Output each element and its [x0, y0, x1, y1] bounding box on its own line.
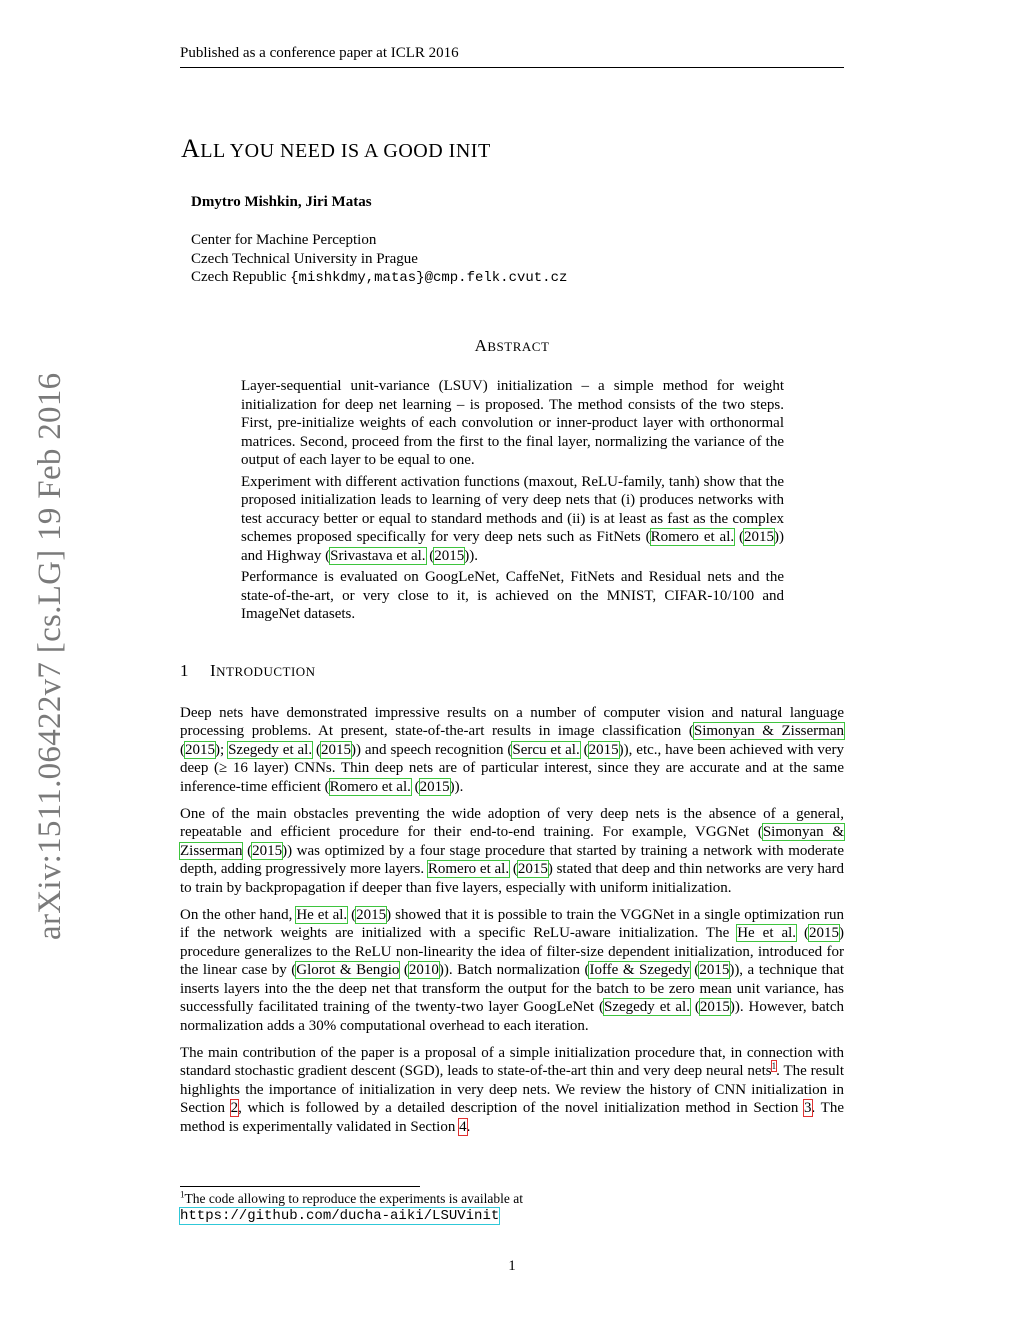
citation-link[interactable]: Szegedy et al. — [603, 999, 690, 1016]
text: . — [466, 1118, 471, 1135]
citation-year-link[interactable]: 2015 — [321, 741, 351, 758]
intro-paragraph-1: Deep nets have demonstrated impressive results on a number of computer vision and natural language processing problems. At present, state-of-the-art results in image classification (Simonyan & Zisserman (2015); Szegedy et al. (2015)) and speech recognition (Sercu et al. (2015)), etc., have been achieved with very deep (≥ 16 layer) CNNs. Thin deep nets are of particular interest, since they are accurate and at the same inference-time efficient (Romero et al. (2015)). — [180, 705, 845, 795]
citation-link[interactable]: Romero et al. — [427, 861, 510, 878]
text: One of the main obstacles preventing the wide adoption of very deep nets is the absence of a general, repeatable and efficient procedure for their end-to-end training. For example, VGGNet ( — [180, 806, 844, 841]
citation-link[interactable]: Srivastava et al. — [330, 547, 426, 564]
footnote-text: The code allowing to reproduce the experiments is available at — [184, 1191, 523, 1206]
affiliation-line-1: Center for Machine Perception — [191, 232, 377, 248]
text: . The result highlights the importance of initialization in very deep nets. We review the history of CNN initialization in Section — [180, 1063, 844, 1117]
affiliation-country: Czech Republic — [191, 269, 291, 285]
citation-year-link[interactable]: 2015 — [699, 962, 730, 979]
page-number: 1 — [508, 1258, 516, 1274]
section-title-rest: NTRODUCTION — [216, 664, 316, 679]
intro-paragraph-3: On the other hand, He et al. (2015) showed that it is possible to train the VGGNet in a single optimization run if the network weights are initialized with a specific ReLU-aware initialization. The He et al. (2015) procedure generalizes to the ReLU non-linearity the idea of filter-size dependent initialization, introduced for the linear case by (Glorot & Bengio (2010)). Batch normalization (Ioffe & Szegedy (2015)), a technique that inserts layers into the the deep net that transform the output for the batch to be zero mean unit variance, has successfully facilitated training of the twenty-two layer GoogLeNet (Szegedy et al. (2015)). However, batch normalization adds a 30% computational overhead to each iteration. — [180, 907, 845, 1034]
abstract-heading-first: A — [474, 336, 488, 355]
citation-link[interactable]: Ioffe & Szegedy — [589, 962, 690, 979]
citation-link[interactable]: Simonyan & Zisserman — [693, 723, 844, 740]
footnote-divider — [180, 1186, 420, 1187]
footnote-mark: 1 — [180, 1189, 185, 1200]
citation-link[interactable]: He et al. — [296, 907, 348, 924]
section-link[interactable]: 3 — [804, 1100, 812, 1117]
text: ; — [220, 741, 229, 758]
text: On the other hand, — [180, 907, 297, 924]
citation-link[interactable]: He et al. — [737, 925, 797, 942]
section-number: 1 — [180, 661, 189, 680]
citation-year-link[interactable]: 2015 — [434, 547, 465, 564]
text: Deep nets have demonstrated impressive results on a number of computer vision and natural language processing problems. At present, state-of-the-art results in image classification ( — [180, 705, 844, 740]
paper-title — [181, 134, 491, 164]
text: The main contribution of the paper is a proposal of a simple initialization procedure that, in connection with standard stochastic gradient descent (SGD), leads to state-of-the-art thin and very deep neural nets — [180, 1044, 844, 1080]
running-header: Published as a conference paper at ICLR 2016 — [180, 44, 844, 68]
abstract-p2-text-b: ) and Highway ( — [241, 529, 785, 564]
affiliation-line-3 — [191, 268, 567, 288]
citation-link[interactable]: Szegedy et al. — [228, 741, 313, 758]
title-first-letter: A — [181, 134, 201, 163]
text: ). Batch normalization ( — [443, 962, 590, 979]
citation-year-link[interactable]: 2015 — [744, 529, 775, 545]
text: ). — [454, 778, 464, 795]
citation-link[interactable]: Romero et al. — [650, 529, 735, 545]
abstract-paragraph-3: Performance is evaluated on GoogLeNet, CaffeNet, FitNets and Residual nets and the state-of-the-art, or very close to it, is achieved on the MNIST, CIFAR-10/100 and ImageNet datasets. — [241, 569, 784, 622]
abstract-body — [241, 377, 784, 627]
intro-paragraph-4 — [180, 1044, 844, 1136]
citation-year-link[interactable]: 2015 — [809, 925, 840, 942]
affiliation — [191, 231, 567, 288]
footnote-text-line — [180, 1191, 844, 1207]
citation-link[interactable]: Simonyan & Zisserman — [180, 824, 844, 859]
text: stated that deep and thin networks are very hard to train by backpropagation if deeper than five layers, especially with uniform initialization. — [180, 861, 844, 896]
arxiv-stamp: arXiv:1511.06422v7 [cs.LG] 19 Feb 2016 — [32, 372, 68, 940]
intro-paragraph-2: One of the main obstacles preventing the wide adoption of very deep nets is the absence of a general, repeatable and efficient procedure for their end-to-end training. For example, VGGNet (Simonyan & Zisserman (2015)) was optimized by a four stage procedure that started by training a network with moderate depth, adding progressively more layers. Romero et al. (2015) stated that deep and thin networks are very hard to train by backpropagation if deeper than five layers, especially with uniform initialization. — [180, 806, 845, 896]
text: procedure generalizes to the ReLU non-linearity the idea of filter-size dependent initialization, introduced for the linear case by ( — [180, 943, 844, 979]
abstract-paragraph-1: Layer-sequential unit-variance (LSUV) initialization – a simple method for weight initialization for deep net learning – is proposed. The method consists of the two steps. First, pre-initialize weights of each convolution or inner-product layer with orthonormal matrices. Second, proceed from the first to the final layer, normalizing the variance of the output of each layer to be equal to one. — [241, 378, 784, 468]
authors: Dmytro Mishkin, Jiri Matas — [191, 194, 372, 210]
text: ) was optimized by a four stage procedure that started by training a network with moderate depth, adding progressively more layers. — [180, 842, 845, 878]
text: showed that it is possible to train the VGGNet in a single optimization run if the network weights are initialized with a specific ReLU-aware initialization. The — [180, 907, 845, 942]
section-heading-introduction — [180, 661, 316, 681]
abstract-heading — [0, 336, 1024, 356]
code-url-link[interactable]: https://github.com/ducha-aiki/LSUVinit — [180, 1208, 500, 1224]
citation-year-link[interactable]: 2010 — [408, 962, 439, 979]
citation-year-link[interactable]: 2015 — [185, 741, 215, 758]
citation-link[interactable]: Glorot & Bengio — [296, 962, 400, 979]
footnote-link[interactable]: 1 — [771, 1061, 777, 1072]
citation-year-link[interactable]: 2015 — [517, 861, 548, 878]
title-rest: LL YOU NEED IS A GOOD INIT — [200, 140, 491, 162]
citation-year-link[interactable]: 2015 — [588, 741, 619, 758]
text: ) and speech recognition ( — [356, 741, 513, 758]
section-link[interactable]: 4 — [459, 1118, 467, 1135]
citation-year-link[interactable]: 2015 — [252, 842, 283, 859]
text: , which is followed by a detailed description of the novel initialization method in Section — [238, 1100, 805, 1117]
abstract-paragraph-2: Experiment with different activation functions (maxout, ReLU-family, tanh) show that the proposed initialization leads to learning of very deep nets that (i) produces networks with test accuracy better or equal to standard methods and (ii) is at least as fast as the complex schemes proposed specifically for very deep nets such as FitNets (Romero et al. (2015)) and Highway (Srivastava et al. (2015)). — [241, 473, 785, 564]
introduction-body — [180, 704, 844, 1145]
abstract-p2-text-c: ). — [469, 547, 479, 564]
citation-link[interactable]: Romero et al. — [329, 778, 411, 795]
text: ), a technique that inserts layers into the the deep net that transform the output for the batch to be zero mean unit variance, has successfully facilitated training of the twenty-two layer GoogLeNet ( — [180, 962, 845, 1016]
text: ), etc., have been achieved with very deep (≥ 16 layer) CNNs. Thin deep nets are of particular interest, since they are accurate and at the same inference-time efficient ( — [180, 741, 845, 795]
section-title-first: I — [210, 661, 217, 680]
citation-year-link[interactable]: 2015 — [419, 778, 450, 795]
abstract-p2-text-a: Experiment with different activation functions (maxout, ReLU-family, tanh) show that the proposed initialization leads to learning of very deep nets that (i) produces networks with test accuracy better or equal to standard methods and (ii) is at least as fast as the complex schemes proposed specifically for very deep nets such as FitNets ( — [241, 473, 784, 545]
section-link[interactable]: 2 — [230, 1100, 239, 1117]
author-email: {mishkdmy,matas}@cmp.felk.cvut.cz — [290, 270, 568, 286]
citation-link[interactable]: Sercu et al. — [512, 741, 580, 758]
affiliation-line-2: Czech Technical University in Prague — [191, 250, 418, 267]
footnote — [180, 1191, 844, 1224]
abstract-heading-rest: BSTRACT — [487, 339, 550, 354]
text: . The method is experimentally validated in Section — [180, 1100, 844, 1135]
text: ). However, batch normalization adds a 30% computational overhead to each iteration. — [180, 999, 845, 1034]
citation-year-link[interactable]: 2015 — [356, 907, 387, 924]
citation-year-link[interactable]: 2015 — [699, 999, 730, 1016]
